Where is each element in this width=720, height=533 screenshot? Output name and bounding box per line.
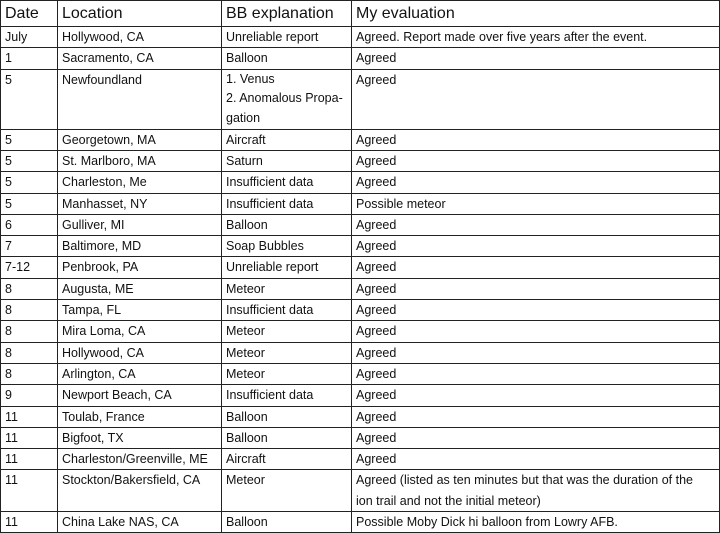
bb-explanation-cell: Aircraft [222, 449, 352, 470]
bb-explanation-cell: Balloon [222, 406, 352, 427]
bb-explanation-cell [222, 69, 352, 129]
table-row [1, 27, 720, 48]
date-cell: 1 [1, 48, 58, 69]
bb-explanation-cell: Balloon [222, 48, 352, 69]
date-cell: 8 [1, 321, 58, 342]
location-cell: St. Marlboro, MA [58, 151, 222, 172]
date-cell: 5 [1, 129, 58, 150]
location-cell: Charleston/Greenville, ME [58, 449, 222, 470]
location-cell: Toulab, France [58, 406, 222, 427]
table-row [1, 406, 720, 427]
table-row [1, 385, 720, 406]
evaluation-cell: Possible Moby Dick hi balloon from Lowry AFB. [352, 512, 720, 533]
location-cell: Georgetown, MA [58, 129, 222, 150]
table-row [1, 300, 720, 321]
table-row [1, 321, 720, 342]
evaluation-line: Agreed (listed as ten minutes but that was the duration of the [356, 473, 694, 488]
table-row [1, 193, 720, 214]
evaluation-cell: Agreed [352, 69, 720, 129]
header-my-evaluation: My evaluation [352, 1, 720, 27]
date-cell: 7 [1, 236, 58, 257]
date-cell: 5 [1, 151, 58, 172]
bb-explanation-cell: Insufficient data [222, 172, 352, 193]
evaluation-cell: Agreed [352, 406, 720, 427]
table-row [1, 129, 720, 150]
evaluation-cell: Agreed [352, 172, 720, 193]
table-row [1, 512, 720, 533]
bb-explanation-cell: Insufficient data [222, 300, 352, 321]
header-date: Date [1, 1, 58, 27]
date-cell: 5 [1, 69, 58, 129]
bb-explanation-cell: Meteor [222, 321, 352, 342]
evaluation-cell: Agreed [352, 236, 720, 257]
evaluation-cell: Agreed [352, 385, 720, 406]
table-body [1, 27, 720, 533]
bb-explanation-cell: Aircraft [222, 129, 352, 150]
evaluation-cell: Agreed [352, 151, 720, 172]
location-cell: Newfoundland [58, 69, 222, 129]
date-cell: 7-12 [1, 257, 58, 278]
bb-explanation-cell: Meteor [222, 363, 352, 384]
date-cell: 8 [1, 363, 58, 384]
date-cell: 6 [1, 214, 58, 235]
table-row [1, 236, 720, 257]
evaluation-line: ion trail and not the initial meteor) [356, 493, 541, 508]
evaluation-cell: Agreed [352, 449, 720, 470]
evaluation-cell: Agreed [352, 300, 720, 321]
location-cell: Mira Loma, CA [58, 321, 222, 342]
evaluation-cell [352, 470, 720, 512]
date-cell: 5 [1, 172, 58, 193]
location-cell: Arlington, CA [58, 363, 222, 384]
evaluation-cell: Agreed [352, 342, 720, 363]
date-cell: 5 [1, 193, 58, 214]
bb-explanation-item: gation [226, 111, 261, 125]
date-cell: 11 [1, 512, 58, 533]
evaluation-cell: Possible meteor [352, 193, 720, 214]
table-row [1, 363, 720, 384]
table-row [1, 449, 720, 470]
bb-explanation-cell: Meteor [222, 278, 352, 299]
location-cell: China Lake NAS, CA [58, 512, 222, 533]
bb-explanation-cell: Meteor [222, 470, 352, 512]
bb-explanation-cell: Balloon [222, 427, 352, 448]
header-bb-explanation: BB explanation [222, 1, 352, 27]
bb-explanation-item: 2. Anomalous Propa- [226, 91, 343, 106]
bb-explanation-cell: Saturn [222, 151, 352, 172]
table-row [1, 257, 720, 278]
location-cell: Gulliver, MI [58, 214, 222, 235]
location-cell: Hollywood, CA [58, 27, 222, 48]
table-row [1, 470, 720, 512]
bb-explanation-cell: Balloon [222, 512, 352, 533]
table-row [1, 342, 720, 363]
location-cell: Augusta, ME [58, 278, 222, 299]
bb-explanation-cell: Insufficient data [222, 385, 352, 406]
location-cell: Hollywood, CA [58, 342, 222, 363]
header-row [1, 1, 720, 27]
table-row [1, 151, 720, 172]
date-cell: July [1, 27, 58, 48]
table-row [1, 69, 720, 129]
date-cell: 9 [1, 385, 58, 406]
date-cell: 11 [1, 470, 58, 512]
bb-explanation-cell: Balloon [222, 214, 352, 235]
bb-explanation-cell: Soap Bubbles [222, 236, 352, 257]
location-cell: Bigfoot, TX [58, 427, 222, 448]
evaluation-cell: Agreed [352, 129, 720, 150]
location-cell: Tampa, FL [58, 300, 222, 321]
table-row [1, 172, 720, 193]
evaluation-cell: Agreed. Report made over five years after the event. [352, 27, 720, 48]
table-header [1, 1, 720, 27]
date-cell: 11 [1, 427, 58, 448]
table-row [1, 278, 720, 299]
bb-explanation-cell: Unreliable report [222, 27, 352, 48]
location-cell: Sacramento, CA [58, 48, 222, 69]
bb-explanation-item: 1. Venus [226, 71, 275, 86]
date-cell: 11 [1, 406, 58, 427]
evaluation-cell: Agreed [352, 257, 720, 278]
bb-explanation-cell: Unreliable report [222, 257, 352, 278]
date-cell: 8 [1, 342, 58, 363]
location-cell: Baltimore, MD [58, 236, 222, 257]
evaluation-cell: Agreed [352, 214, 720, 235]
evaluation-cell: Agreed [352, 321, 720, 342]
evaluation-cell: Agreed [352, 48, 720, 69]
location-cell: Newport Beach, CA [58, 385, 222, 406]
header-location: Location [58, 1, 222, 27]
location-cell: Stockton/Bakersfield, CA [58, 470, 222, 512]
bb-explanation-cell: Insufficient data [222, 193, 352, 214]
location-cell: Charleston, Me [58, 172, 222, 193]
date-cell: 11 [1, 449, 58, 470]
date-cell: 8 [1, 278, 58, 299]
evaluation-cell: Agreed [352, 363, 720, 384]
location-cell: Penbrook, PA [58, 257, 222, 278]
date-cell: 8 [1, 300, 58, 321]
evaluation-cell: Agreed [352, 427, 720, 448]
bb-explanation-cell: Meteor [222, 342, 352, 363]
location-cell: Manhasset, NY [58, 193, 222, 214]
table-row [1, 48, 720, 69]
evaluation-cell: Agreed [352, 278, 720, 299]
table-row [1, 427, 720, 448]
table-row [1, 214, 720, 235]
